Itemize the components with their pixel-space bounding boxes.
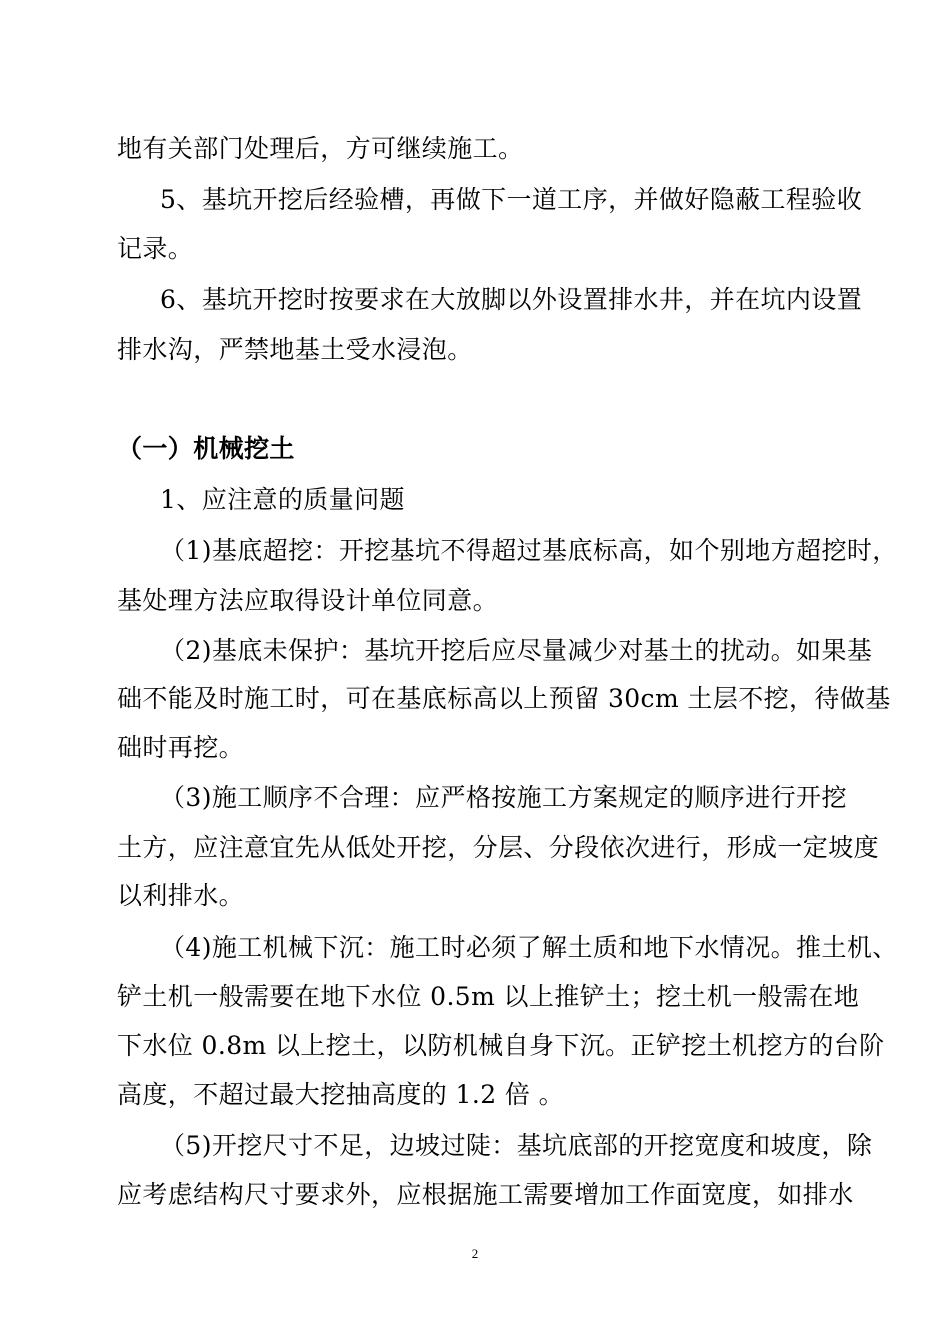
text-line: 以利排水。 bbox=[117, 881, 245, 910]
text-line: 基处理方法应取得设计单位同意。 bbox=[117, 586, 499, 615]
text-line: （5)开挖尺寸不足，边坡过陡：基坑底部的开挖宽度和坡度，除 bbox=[160, 1131, 873, 1160]
text-line: 础不能及时施工时，可在基底标高以上预留 30cm 土层不挖，待做基 bbox=[117, 684, 891, 713]
page-number: 2 bbox=[471, 1246, 479, 1261]
text-line: 6、基坑开挖时按要求在大放脚以外设置排水井，并在坑内设置 bbox=[160, 285, 863, 314]
text-line: 地有关部门处理后，方可继续施工。 bbox=[117, 134, 524, 163]
text-line: 下水位 0.8m 以上挖土，以防机械自身下沉。正铲挖土机挖方的台阶 bbox=[117, 1031, 885, 1060]
text-line: 铲土机一般需要在地下水位 0.5m 以上推铲土；挖土机一般需在地 bbox=[117, 982, 860, 1011]
text-line: 高度，不超过最大挖抽高度的 1.2 倍 。 bbox=[117, 1080, 564, 1109]
text-line: （1)基底超挖：开挖基坑不得超过基底标高，如个别地方超挖时， bbox=[160, 536, 898, 565]
section-heading: （一）机械挖土 bbox=[117, 434, 295, 463]
text-line: 排水沟，严禁地基土受水浸泡。 bbox=[117, 335, 473, 364]
text-line: 记录。 bbox=[117, 234, 194, 263]
text-line: （3)施工顺序不合理：应严格按施工方案规定的顺序进行开挖 bbox=[160, 783, 847, 812]
text-line: （4)施工机械下沉：施工时必须了解土质和地下水情况。推土机、 bbox=[160, 933, 898, 962]
text-line: 5、基坑开挖后经验槽，再做下一道工序，并做好隐蔽工程验收 bbox=[160, 185, 863, 214]
subsection-title: 1、应注意的质量问题 bbox=[160, 485, 405, 514]
text-line: 应考虑结构尺寸要求外，应根据施工需要增加工作面宽度，如排水 bbox=[117, 1180, 854, 1209]
text-line: 础时再挖。 bbox=[117, 733, 245, 762]
text-line: （2)基底未保护：基坑开挖后应尽量减少对基土的扰动。如果基 bbox=[160, 636, 873, 665]
text-line: 土方，应注意宜先从低处开挖，分层、分段依次进行，形成一定坡度 bbox=[117, 833, 880, 862]
